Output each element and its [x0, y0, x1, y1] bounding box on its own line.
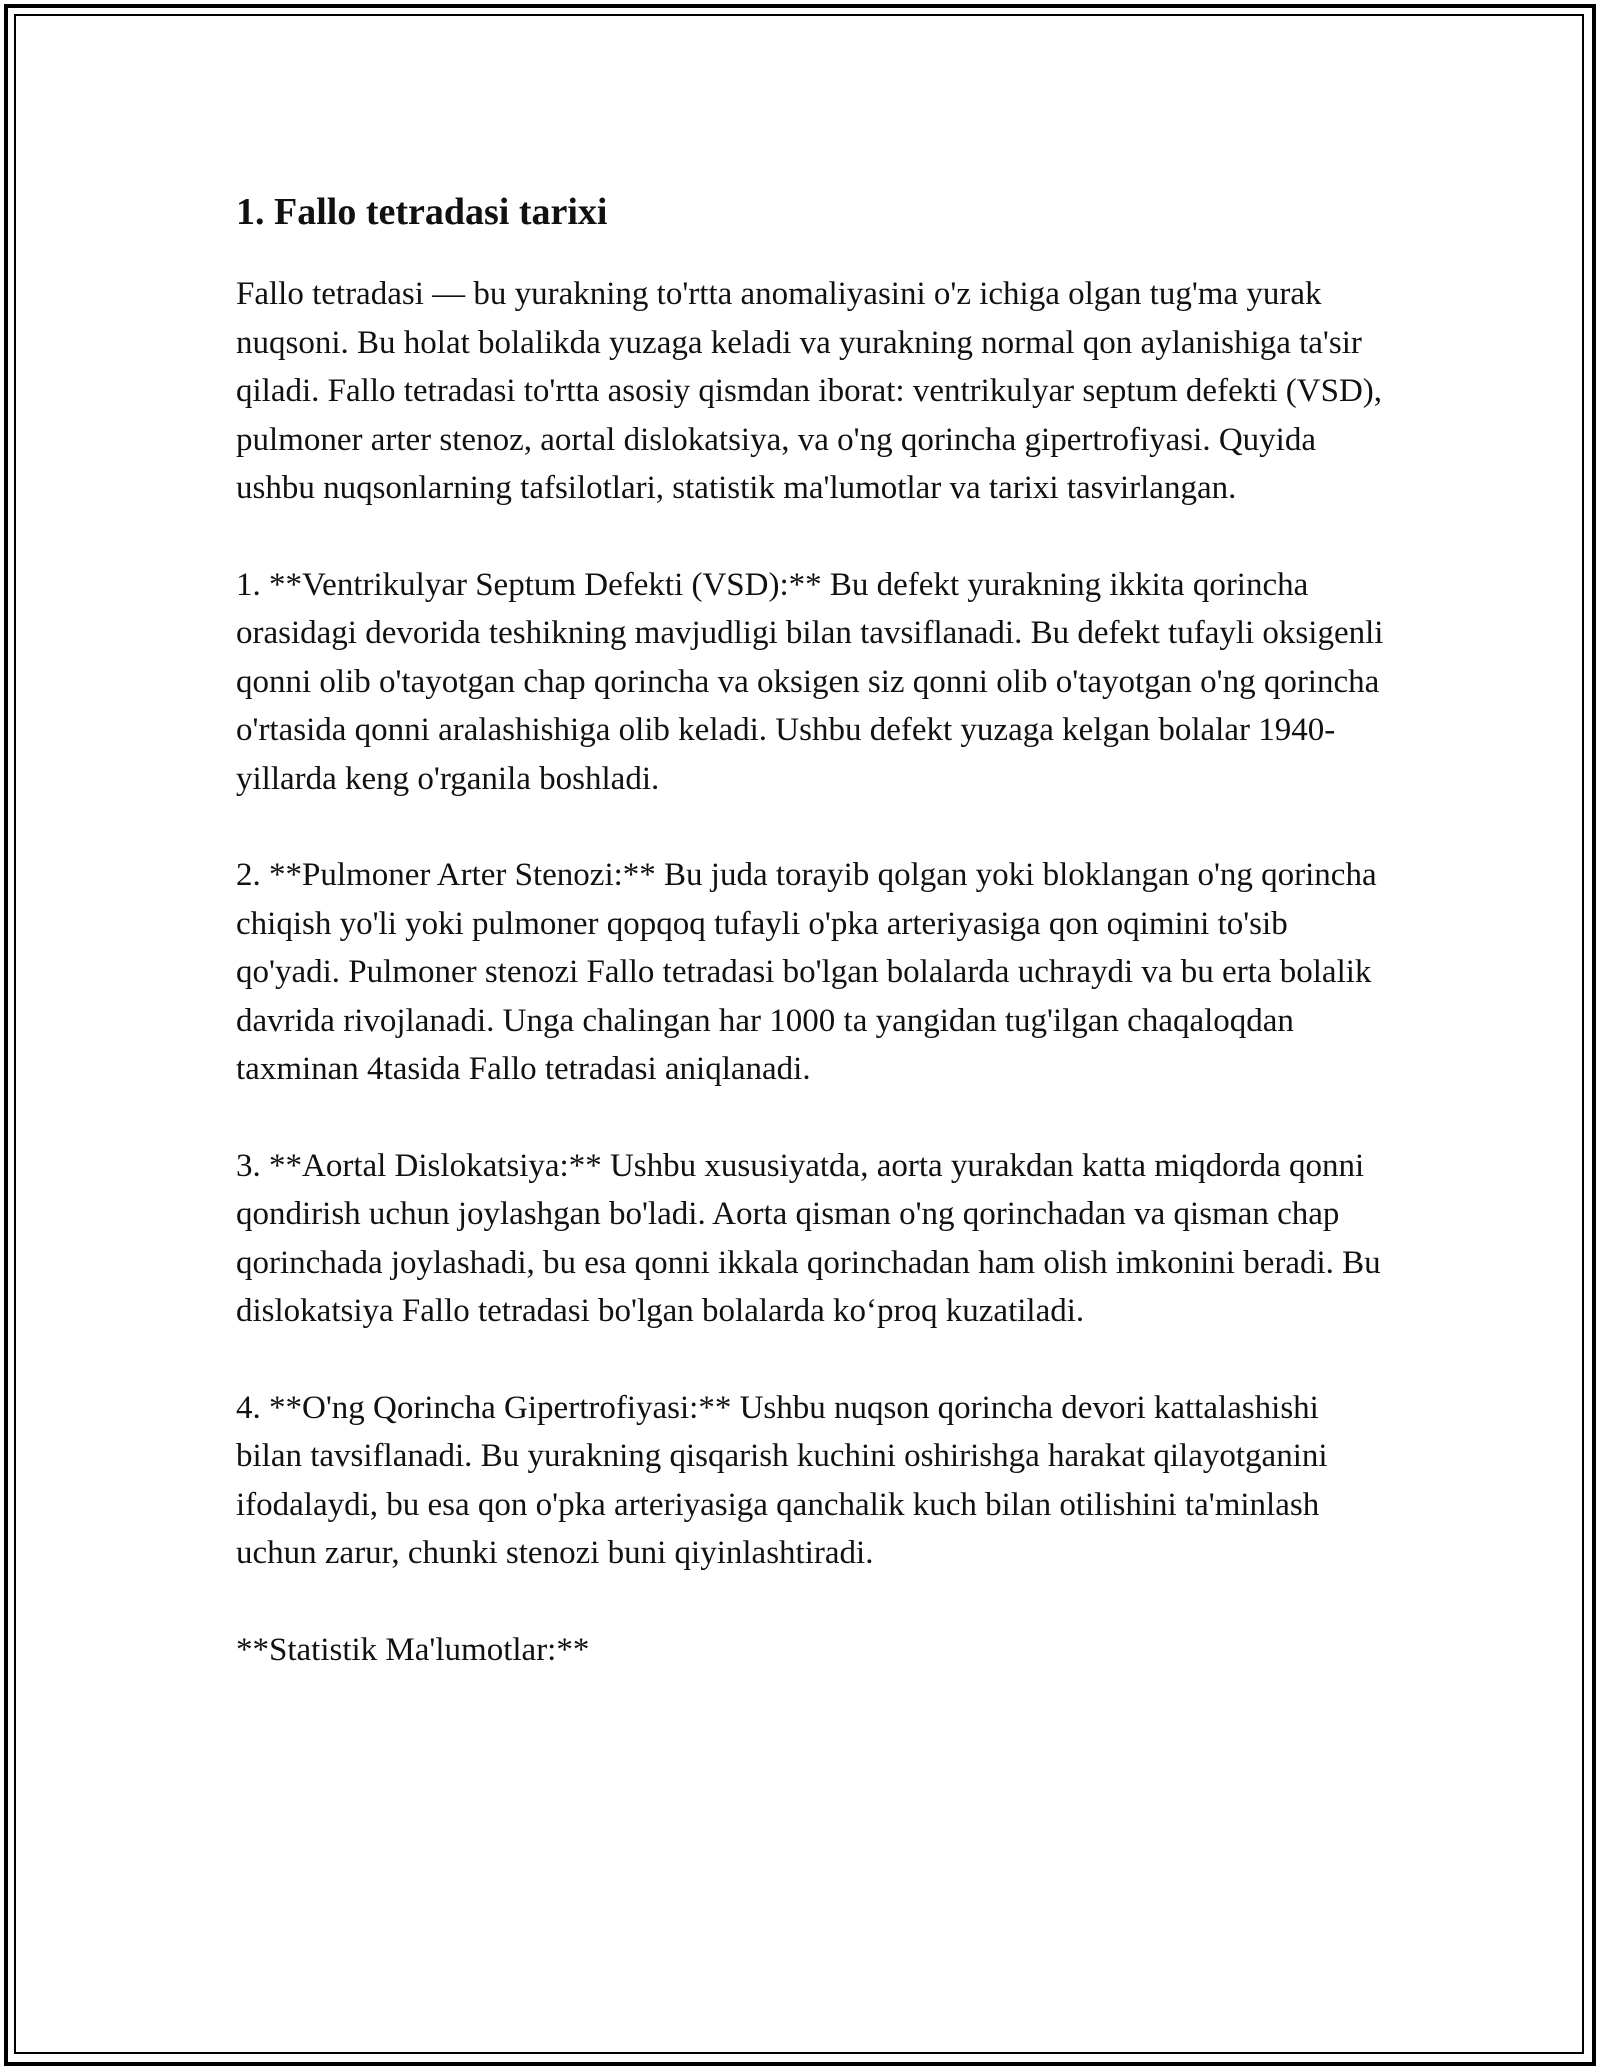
paragraph-pulmonary-stenosis: 2. **Pulmoner Arter Stenozi:** Bu juda torayib qolgan yoki bloklangan o'ng qorincha chiqish yo'li yoki pulmoner qopqoq tufayli o'pka arteriyasiga qon oqimini to'sib qo'yadi. Pulmoner stenozi Fallo tetradasi bo'lgan bolalarda uchraydi va bu erta bolalik davrida rivojlanadi. Unga chalingan har 1000 ta yangidan tug'ilgan chaqaloqdan taxminan 4tasida Fallo tetradasi aniqlanadi.	[236, 857, 1377, 1087]
section-title: 1. Fallo tetradasi tarixi	[236, 191, 608, 233]
document-body	[236, 188, 1386, 1674]
paragraph-aortic-dislocation: 3. **Aortal Dislokatsiya:** Ushbu xususiyatda, aorta yurakdan katta miqdorda qonni qondirish uchun joylashgan bo'ladi. Aorta qisman o'ng qorinchadan va qisman chap qorinchada joylashadi, bu esa qonni ikkala qorinchadan ham olish imkonini beradi. Bu dislokatsiya Fallo tetradasi bo'lgan bolalarda koʻproq kuzatiladi.	[236, 1147, 1381, 1329]
intro-paragraph: Fallo tetradasi — bu yurakning to'rtta anomaliyasini o'z ichiga olgan tug'ma yurak nuqsoni. Bu holat bolalikda yuzaga keladi va yurakning normal qon aylanishiga ta'sir qiladi. Fallo tetradasi to'rtta asosiy qismdan iborat: ventrikulyar septum defekti (VSD), pulmoner arter stenoz, aortal dislokatsiya, va o'ng qorincha gipertrofiyasi. Quyida ushbu nuqsonlarning tafsilotlari, statistik ma'lumotlar va tarixi tasvirlangan.	[236, 276, 1383, 506]
statistics-heading: **Statistik Ma'lumotlar:**	[236, 1631, 590, 1668]
paragraph-rv-hypertrophy: 4. **O'ng Qorincha Gipertrofiyasi:** Ushbu nuqson qorincha devori kattalashishi bilan tavsiflanadi. Bu yurakning qisqarish kuchini oshirishga harakat qilayotganini ifodalaydi, bu esa qon o'pka arteriyasiga qanchalik kuch bilan otilishini ta'minlash uchun zarur, chunki stenozi buni qiyinlashtiradi.	[236, 1389, 1328, 1571]
paragraph-vsd: 1. **Ventrikulyar Septum Defekti (VSD):** Bu defekt yurakning ikkita qorincha orasidagi devorida teshikning mavjudligi bilan tavsiflanadi. Bu defekt tufayli oksigenli qonni olib o'tayotgan chap qorincha va oksigen siz qonni olib o'tayotgan o'ng qorincha o'rtasida qonni aralashishiga olib keladi. Ushbu defekt yuzaga kelgan bolalar 1940-yillarda keng o'rganila boshladi.	[236, 566, 1384, 797]
